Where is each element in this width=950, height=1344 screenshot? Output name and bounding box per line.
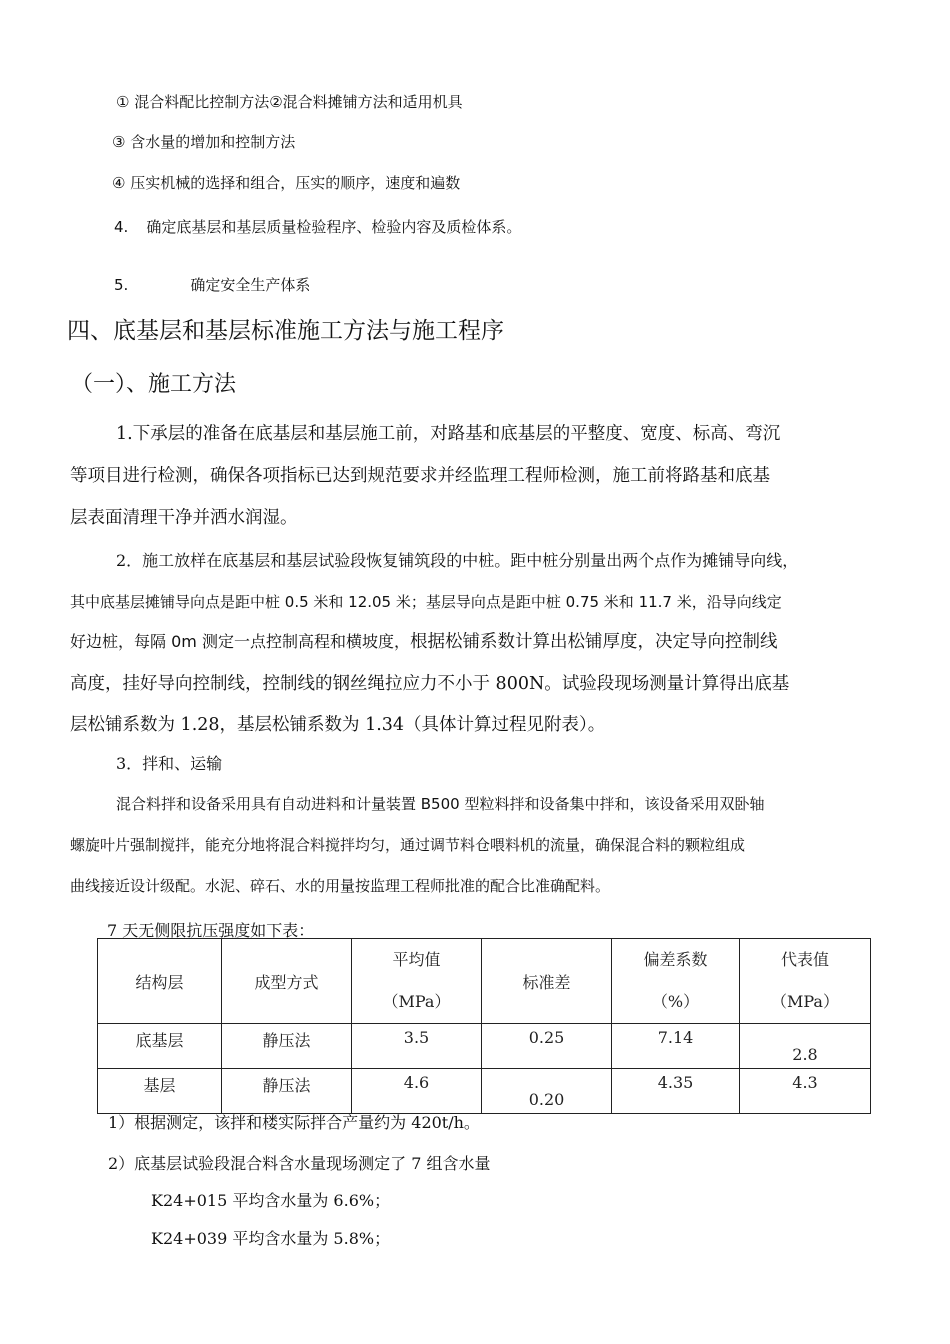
cell-std: 0.25	[482, 1024, 612, 1069]
step-4-text: 确定底基层和基层质量检验程序、检验内容及质检体系。	[146, 218, 522, 236]
header-std-dev: 标准差	[482, 939, 612, 1024]
list-item-mix-control: ① 混合料配比控制方法②混合料摊铺方法和适用机具	[116, 93, 463, 111]
table-caption: 7 天无侧限抗压强度如下表：	[107, 921, 315, 940]
cell-rep: 2.8	[740, 1024, 871, 1069]
header-representative: 代表值 （MPa）	[740, 939, 871, 1024]
section-heading-4: 四、底基层和基层标准施工方法与施工程序	[67, 318, 504, 344]
para1-line1: 1.下承层的准备在底基层和基层施工前，对路基和底基层的平整度、宽度、标高、弯沉	[116, 424, 781, 444]
para2-line5: 层松铺系数为 1.28，基层松铺系数为 1.34（具体计算过程见附表）。	[70, 715, 606, 735]
cell-cv: 4.35	[612, 1069, 740, 1114]
para3-title: 3．拌和、运输	[116, 754, 223, 773]
list-item-compaction: ④ 压实机械的选择和组合，压实的顺序，速度和遍数	[112, 174, 461, 192]
cell-rep: 4.3	[740, 1069, 871, 1114]
note-2: 2）底基层试验段混合料含水量现场测定了 7 组含水量	[108, 1154, 491, 1173]
cell-method: 静压法	[222, 1024, 352, 1069]
para2-line4: 高度，挂好导向控制线，控制线的钢丝绳拉应力不小于 800N。试验段现场测量计算得出底基	[70, 674, 790, 694]
para2-line3-a: 好边桩，每隔 0m 测定一点控制高程和横坡度，	[70, 632, 410, 651]
strength-table	[97, 938, 871, 1114]
para2-title: 2．施工放样	[116, 551, 207, 570]
para2-line1-text: 在底基层和基层试验段恢复铺筑段的中桩。距中桩分别量出两个点作为摊铺导向线，	[206, 551, 799, 570]
subsection-heading-construction-method: （一）、施工方法	[71, 372, 237, 397]
moisture-item-1: K24+015 平均含水量为 6.6%；	[151, 1191, 391, 1210]
step-5	[114, 274, 310, 295]
header-mean: 平均值 （MPa）	[352, 939, 482, 1024]
header-structure-layer: 结构层	[98, 939, 222, 1024]
cell-layer: 底基层	[98, 1024, 222, 1069]
para3-line3: 曲线接近设计级配。水泥、碎石、水的用量按监理工程师批准的配合比准确配料。	[70, 877, 611, 895]
cell-cv: 7.14	[612, 1024, 740, 1069]
step-5-number: 5.	[114, 276, 129, 294]
step-4	[114, 216, 521, 237]
cell-layer: 基层	[98, 1069, 222, 1114]
para2-line1	[116, 548, 798, 571]
table-row	[98, 1024, 871, 1069]
table-row	[98, 1069, 871, 1114]
para2-line3-b: 根据松铺系数计算出松铺厚度，决定导向控制线	[409, 632, 778, 652]
cell-mean: 3.5	[352, 1024, 482, 1069]
note-1: 1）根据测定，该拌和楼实际拌合产量约为 420t/h。	[108, 1113, 480, 1132]
para1-line3: 层表面清理干净并洒水润湿。	[70, 508, 298, 528]
para2-line2: 其中底基层摊铺导向点是距中桩 0.5 米和 12.05 米；基层导向点是距中桩 0.75 米和 11.7 米，沿导向线定	[70, 593, 782, 611]
step-4-number: 4.	[114, 218, 129, 236]
header-forming-method: 成型方式	[222, 939, 352, 1024]
para1-line2: 等项目进行检测，确保各项指标已达到规范要求并经监理工程师检测，施工前将路基和底基	[70, 466, 770, 486]
step-5-text: 确定安全生产体系	[190, 276, 311, 294]
cell-std: 0.20	[482, 1069, 612, 1114]
header-cv: 偏差系数 （%）	[612, 939, 740, 1024]
para3-line1: 混合料拌和设备采用具有自动进料和计量装置 B500 型粒料拌和设备集中拌和，该设备采用双卧轴	[116, 795, 765, 813]
para3-line2: 螺旋叶片强制搅拌，能充分地将混合料搅拌均匀，通过调节料仓喂料机的流量，确保混合料的颗粒组成	[70, 836, 746, 854]
cell-method: 静压法	[222, 1069, 352, 1114]
para2-line3	[70, 628, 777, 653]
table-header-row	[98, 939, 871, 1024]
moisture-item-2: K24+039 平均含水量为 5.8%；	[151, 1229, 391, 1248]
list-item-water-content: ③ 含水量的增加和控制方法	[112, 133, 296, 151]
cell-mean: 4.6	[352, 1069, 482, 1114]
